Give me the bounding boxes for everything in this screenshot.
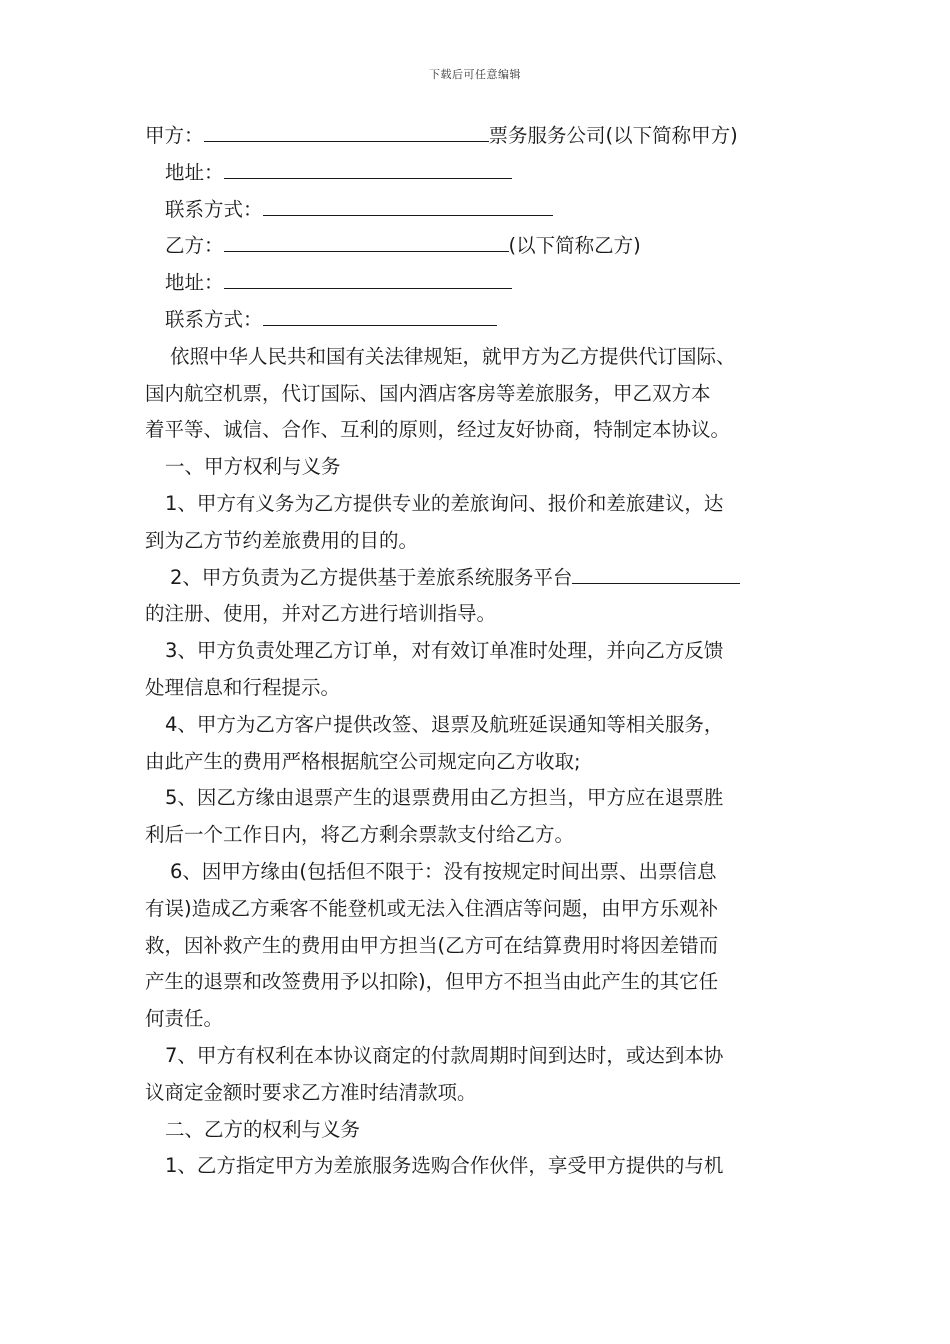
intro-line-1: 依照中华人民共和国有关法律规矩，就甲方为乙方提供代订国际、 [170, 344, 736, 368]
section-2-heading: 二、乙方的权利与义务 [165, 1117, 361, 1141]
clause-1-2-line-1 [145, 560, 810, 597]
clause-1-5-line-2: 利后一个工作日内，将乙方剩余票款支付给乙方。 [145, 823, 575, 847]
clause-1-2-text: 2、甲方负责为乙方提供基于差旅系统服务平台 [170, 565, 573, 589]
party-a-contact-blank [263, 194, 553, 216]
clause-1-7-line-2: 议商定金额时要求乙方准时结清款项。 [145, 1080, 477, 1104]
clause-1-1-line-1: 1、甲方有义务为乙方提供专业的差旅询问、报价和差旅建议，达 [165, 491, 724, 515]
clause-1-6-line-3: 救，因补救产生的费用由甲方担当(乙方可在结算费用时将因差错而 [145, 933, 719, 957]
party-b-label: 乙方： [165, 234, 224, 258]
party-b-contact-blank [263, 304, 497, 326]
clause-1-4-line-1: 4、甲方为乙方客户提供改签、退票及航班延误通知等相关服务， [165, 712, 724, 736]
party-b-suffix: (以下简称乙方) [508, 234, 641, 258]
contract-body [145, 118, 810, 1185]
party-a-contact-line [145, 192, 810, 229]
section-1-heading: 一、甲方权利与义务 [165, 455, 341, 479]
clause-1-3-line-2: 处理信息和行程提示。 [145, 675, 341, 699]
platform-name-blank [572, 562, 740, 584]
clause-1-2-line-2: 的注册、使用，并对乙方进行培训指导。 [145, 602, 497, 626]
party-b-contact-label: 联系方式： [165, 307, 263, 331]
clause-1-4-line-2: 由此产生的费用严格根据航空公司规定向乙方收取; [145, 749, 581, 773]
clause-2-1-line-1: 1、乙方指定甲方为差旅服务选购合作伙伴，享受甲方提供的与机 [165, 1154, 724, 1178]
party-b-address-line [145, 265, 810, 302]
party-a-address-label: 地址： [165, 160, 224, 184]
party-b-line [145, 228, 810, 265]
party-b-address-label: 地址： [165, 271, 224, 295]
party-a-name-blank [204, 120, 489, 142]
party-a-label: 甲方： [145, 124, 204, 147]
party-a-suffix: 票务服务公司(以下简称甲方) [488, 124, 738, 147]
party-b-name-blank [224, 230, 509, 252]
clause-1-7-line-1: 7、甲方有权利在本协议商定的付款周期时间到达时，或达到本协 [165, 1043, 724, 1067]
intro-line-2: 国内航空机票，代订国际、国内酒店客房等差旅服务，甲乙双方本 [145, 381, 711, 405]
page-header: 下载后可任意编辑 [429, 68, 521, 81]
party-a-line [145, 118, 810, 155]
intro-line-3: 着平等、诚信、合作、互利的原则，经过友好协商，特制定本协议。 [145, 418, 731, 442]
party-a-contact-label: 联系方式： [165, 197, 263, 221]
clause-1-1-line-2: 到为乙方节约差旅费用的目的。 [145, 528, 419, 552]
party-a-address-blank [224, 157, 512, 179]
clause-1-6-line-4: 产生的退票和改签费用予以扣除)，但甲方不担当由此产生的其它任 [145, 970, 719, 994]
party-a-address-line [145, 155, 810, 192]
clause-1-6-line-2: 有误)造成乙方乘客不能登机或无法入住酒店等问题，由甲方乐观补 [145, 896, 719, 920]
party-b-contact-line [145, 302, 810, 339]
clause-1-3-line-1: 3、甲方负责处理乙方订单，对有效订单准时处理，并向乙方反馈 [165, 639, 724, 663]
clause-1-5-line-1: 5、因乙方缘由退票产生的退票费用由乙方担当，甲方应在退票胜 [165, 786, 724, 810]
clause-1-6-line-1: 6、因甲方缘由(包括但不限于：没有按规定时间出票、出票信息 [170, 859, 717, 883]
party-b-address-blank [224, 267, 512, 289]
clause-1-6-line-5: 何责任。 [145, 1007, 224, 1031]
